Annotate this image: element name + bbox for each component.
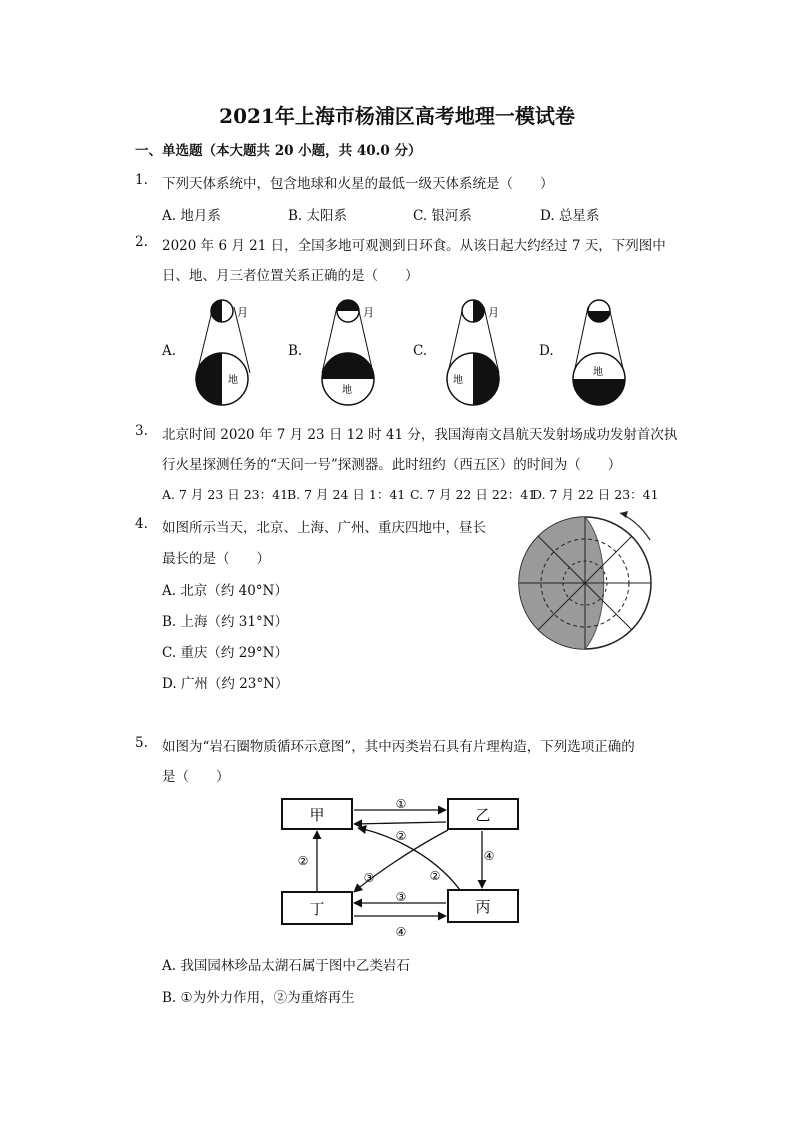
question-2-option-a[interactable]: A.: [162, 343, 177, 359]
svg-text:月: 月: [363, 306, 374, 319]
diagram-b: [322, 300, 374, 405]
sun-earth-moon-diagrams: [160, 295, 640, 407]
moon-label: 月: [237, 306, 248, 319]
question-5-option-a[interactable]: A. 我国园林珍品太湖石属于图中乙类岩石: [162, 958, 410, 974]
question-4-option-b[interactable]: B. 上海（约 31°N）: [162, 614, 289, 630]
svg-text:地: 地: [593, 367, 603, 378]
svg-text:③: ③: [395, 890, 407, 904]
question-3-option-d[interactable]: D. 7 月 22 日 23：41: [532, 487, 659, 502]
diagram-c: [447, 300, 499, 405]
svg-text:②: ②: [297, 854, 309, 868]
question-4-stem-line-1: 如图所示当天，北京、上海、广州、重庆四地中，昼长: [162, 520, 486, 536]
svg-text:①: ①: [395, 797, 407, 811]
question-3-option-b[interactable]: B. 7 月 24 日 1：41: [287, 487, 406, 502]
svg-text:地: 地: [453, 375, 463, 386]
question-2-option-d[interactable]: D.: [539, 343, 554, 359]
svg-text:甲: 甲: [309, 806, 325, 824]
svg-text:地: 地: [342, 385, 352, 396]
question-2-option-c[interactable]: C.: [413, 343, 428, 359]
question-1-stem: 下列天体系统中，包含地球和火星的最低一级天体系统是（ ）: [162, 176, 554, 192]
question-2-option-b[interactable]: B.: [288, 343, 303, 359]
polar-view-globe-diagram: [510, 505, 660, 655]
rock-cycle-diagram: [270, 790, 530, 945]
question-1-option-b[interactable]: B. 太阳系: [288, 208, 348, 224]
question-1-option-d[interactable]: D. 总星系: [540, 208, 600, 224]
question-5-number: 5.: [135, 735, 148, 751]
question-5-stem-line-1: 如图为“岩石圈物质循环示意图”，其中丙类岩石具有片理构造，下列选项正确的: [162, 739, 635, 755]
svg-text:④: ④: [483, 849, 495, 863]
question-3-number: 3.: [135, 423, 148, 439]
svg-text:丁: 丁: [309, 900, 325, 918]
question-1-option-c[interactable]: C. 银河系: [413, 208, 472, 224]
question-1-option-a[interactable]: A. 地月系: [162, 208, 221, 224]
question-4-option-a[interactable]: A. 北京（约 40°N）: [162, 583, 288, 599]
question-3-stem-line-1: 北京时间 2020 年 7 月 23 日 12 时 41 分，我国海南文昌航天发射场成功发射首次执: [162, 427, 678, 443]
question-3-option-a[interactable]: A. 7 月 23 日 23：41: [162, 487, 289, 502]
question-1-number: 1.: [135, 172, 148, 188]
question-3-stem-line-2: 行火星探测任务的“天问一号”探测器。此时纽约（西五区）的时间为（ ）: [162, 457, 622, 473]
svg-text:④: ④: [395, 925, 407, 939]
diagram-a: [196, 300, 250, 405]
question-5-stem-line-2: 是（ ）: [162, 769, 230, 785]
question-2-stem-line-1: 2020 年 6 月 21 日，全国多地可观测到日环食。从该日起大约经过 7 天，下列图中: [162, 238, 666, 254]
diagram-d: [573, 300, 625, 405]
question-4-stem-line-2: 最长的是（ ）: [162, 551, 270, 567]
question-4-number: 4.: [135, 516, 148, 532]
svg-text:乙: 乙: [475, 806, 491, 824]
svg-text:月: 月: [488, 306, 499, 319]
page-title: 2021年上海市杨浦区高考地理一模试卷: [219, 104, 575, 128]
svg-text:②: ②: [429, 869, 441, 883]
section-heading: 一、单选题（本大题共 20 小题，共 40.0 分）: [135, 143, 422, 159]
question-4-option-c[interactable]: C. 重庆（约 29°N）: [162, 645, 288, 661]
question-2-stem-line-2: 日、地、月三者位置关系正确的是（ ）: [162, 268, 419, 284]
question-5-option-b[interactable]: B. ①为外力作用，②为重熔再生: [162, 990, 355, 1006]
svg-text:③: ③: [363, 871, 375, 885]
svg-text:②: ②: [395, 829, 407, 843]
earth-label: 地: [228, 375, 238, 386]
svg-text:丙: 丙: [475, 898, 491, 916]
question-2-number: 2.: [135, 234, 148, 250]
question-4-option-d[interactable]: D. 广州（约 23°N）: [162, 676, 289, 692]
question-3-option-c[interactable]: C. 7 月 22 日 22：41: [410, 487, 537, 502]
